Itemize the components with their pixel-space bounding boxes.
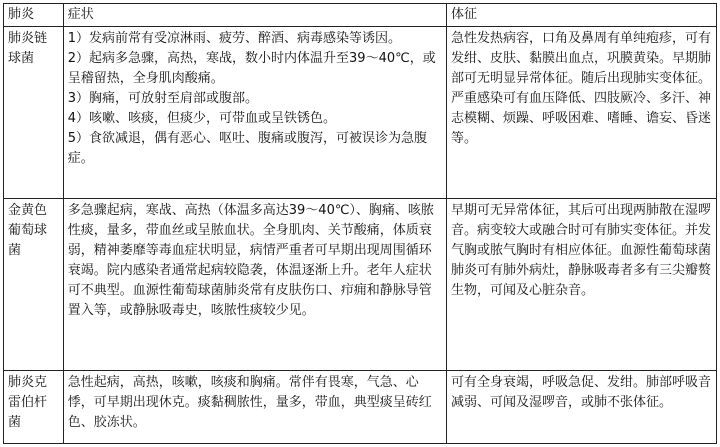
row-name-cell: 肺炎克雷伯杆菌 xyxy=(4,371,64,444)
symptom-item: 多急骤起病，寒战、高热（体温多高达39～40℃）、胸痛、咳脓性痰，量多，带血丝或呈脓血状。全身肌肉、关节酸痛，体质衰弱，精神萎靡等毒血症状明显，病情严重者可早期出现周围循环衰竭。院内感染者通常起病较隐袭，体温逐渐上升。老年人症状可不典型。血源性葡萄球菌肺炎常有皮肤伤口、疖痈和静脉导管置入等，或静脉吸毒史，咳脓性痰较少见。 xyxy=(67,203,434,318)
symptom-item: 1）发病前常有受凉淋雨、疲劳、醉酒、病毒感染等诱因。 xyxy=(67,31,402,46)
table-row xyxy=(4,27,717,199)
table-row xyxy=(4,371,717,444)
header-symptoms: 症状 xyxy=(63,4,446,27)
symptom-item: 3）胸痛，可放射至肩部或腹部。 xyxy=(67,91,259,106)
header-pneumonia: 肺炎 xyxy=(4,4,64,27)
signs-cell: 可有全身衰竭，呼吸急促、发绀。肺部呼吸音减弱、可闻及湿啰音，或肺不张体征。 xyxy=(447,371,717,444)
symptoms-cell xyxy=(63,27,446,199)
row-name-cell: 金黄色葡萄球菌 xyxy=(4,199,64,371)
pneumonia-comparison-table xyxy=(3,3,717,444)
signs-cell: 早期可无异常体征，其后可出现两肺散在湿啰音。病变较大或融合时可有肺实变体征。并发气胸或脓气胸时有相应体征。血源性葡萄球菌肺炎可有肺外病灶，静脉吸毒者多有三尖瓣赘生物，可闻及心脏杂音。 xyxy=(447,199,717,371)
table-row xyxy=(4,199,717,371)
header-signs: 体征 xyxy=(447,4,717,27)
symptom-item: 急性起病，高热，咳嗽，咳痰和胸痛。常伴有畏寒，气急、心悸，可早期出现休克。痰黏稠脓性，量多，带血，典型痰呈砖红色、胶冻状。 xyxy=(67,375,432,430)
symptoms-cell xyxy=(63,371,446,444)
symptom-item: 2）起病多急骤，高热，寒战，数小时内体温升至39～40℃，或呈稽留热，全身肌肉酸痛。 xyxy=(67,51,436,86)
symptom-item: 4）咳嗽、咳痰，但痰少，可带血或呈铁锈色。 xyxy=(67,111,337,126)
symptom-item: 5）食欲减退，偶有恶心、呕吐、腹痛或腹泻，可被误诊为急腹症。 xyxy=(67,131,428,166)
row-name-cell: 肺炎链球菌 xyxy=(4,27,64,199)
symptoms-cell xyxy=(63,199,446,371)
table-header-row xyxy=(4,4,717,27)
signs-cell: 急性发热病容，口角及鼻周有单纯疱疹，可有发绀、皮肤、黏膜出血点，巩膜黄染。早期肺部可无明显异常体征。随后出现肺实变体征。严重感染可有血压降低、四肢厥冷、多汗、神志模糊、烦躁、呼吸困难、嗜睡、谵妄、昏迷等。 xyxy=(447,27,717,199)
